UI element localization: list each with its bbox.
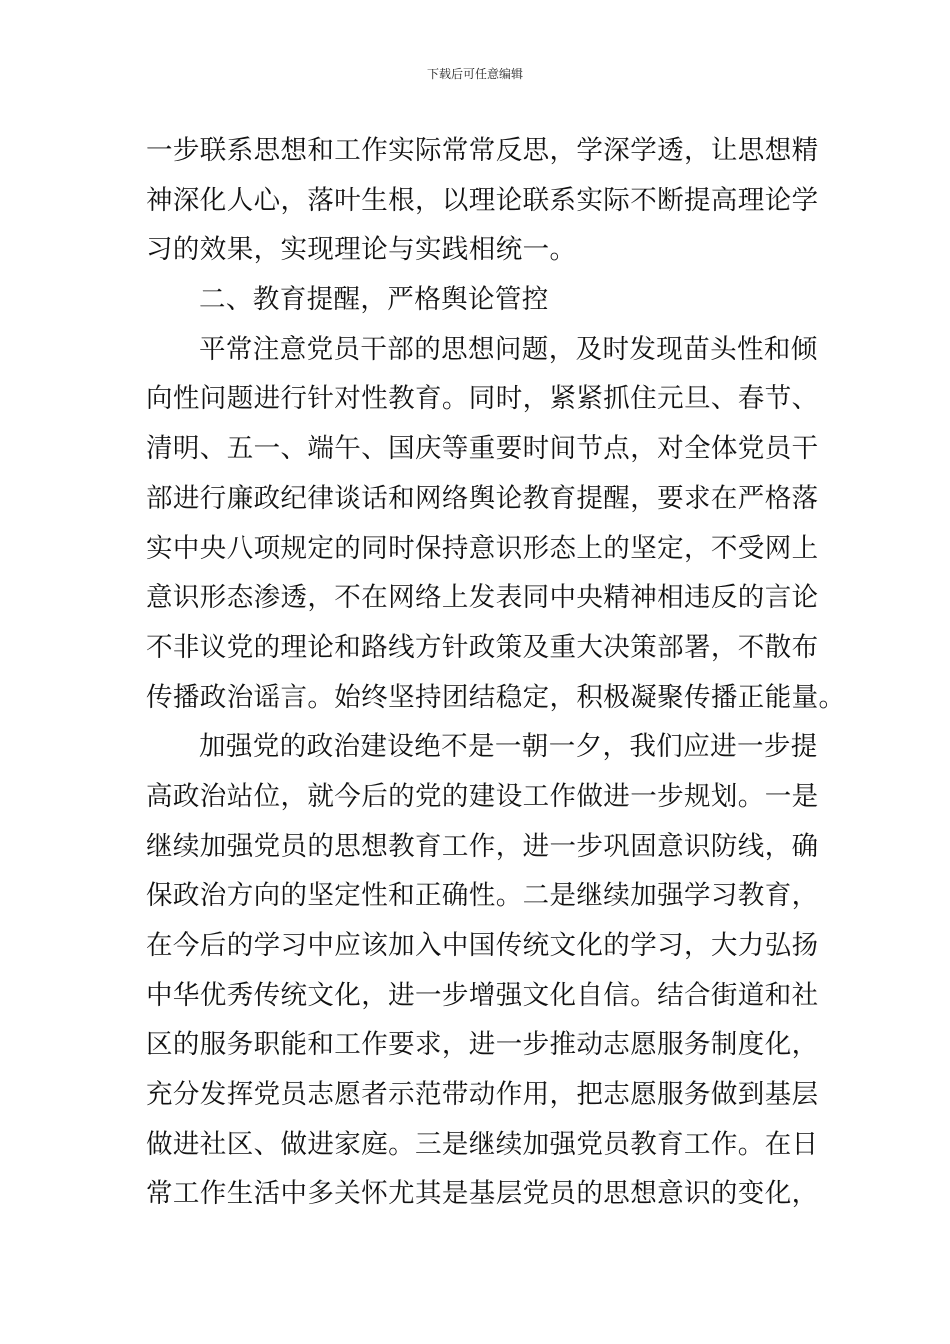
text-line: 平常注意党员干部的思想问题，及时发现苗头性和倾 [199, 333, 818, 365]
text-line: 部进行廉政纪律谈话和网络舆论教育提醒，要求在严格落 [146, 482, 819, 514]
section-heading: 二、教育提醒，严格舆论管控 [199, 284, 549, 316]
text-line: 继续加强党员的思想教育工作，进一步巩固意识防线，确 [146, 830, 819, 862]
text-line: 神深化人心，落叶生根，以理论联系实际不断提高理论学 [146, 184, 819, 216]
text-line: 区的服务职能和工作要求，进一步推动志愿服务制度化， [146, 1029, 819, 1061]
text-line: 高政治站位，就今后的党的建设工作做进一步规划。一是 [146, 780, 819, 812]
text-line: 充分发挥党员志愿者示范带动作用，把志愿服务做到基层 [146, 1079, 819, 1111]
text-line: 意识形态渗透，不在网络上发表同中央精神相违反的言论 [146, 582, 819, 614]
text-line: 习的效果，实现理论与实践相统一。 [146, 234, 577, 266]
text-line: 向性问题进行针对性教育。同时，紧紧抓住元旦、春节、 [146, 383, 819, 415]
text-line: 在今后的学习中应该加入中国传统文化的学习，大力弘扬 [146, 930, 819, 961]
text-line: 中华优秀传统文化，进一步增强文化自信。结合街道和社 [146, 979, 819, 1011]
text-line: 一步联系思想和工作实际常常反思，学深学透，让思想精 [146, 135, 819, 166]
text-line: 保政治方向的坚定性和正确性。二是继续加强学习教育， [146, 880, 819, 912]
text-line: 传播政治谣言。始终坚持团结稳定，积极凝聚传播正能量。 [146, 681, 846, 713]
document-body [146, 126, 846, 1219]
text-line: 常工作生活中多关怀尤其是基层党员的思想意识的变化， [146, 1178, 819, 1210]
page-header: 下载后可任意编辑 [426, 67, 523, 81]
text-line: 实中央八项规定的同时保持意识形态上的坚定，不受网上 [146, 532, 819, 564]
text-line: 清明、五一、端午、国庆等重要时间节点，对全体党员干 [146, 433, 819, 465]
text-line: 做进社区、做进家庭。三是继续加强党员教育工作。在日 [146, 1128, 819, 1160]
text-line: 加强党的政治建设绝不是一朝一夕，我们应进一步提 [199, 731, 818, 763]
text-line: 不非议党的理论和路线方针政策及重大决策部署，不散布 [146, 631, 819, 663]
